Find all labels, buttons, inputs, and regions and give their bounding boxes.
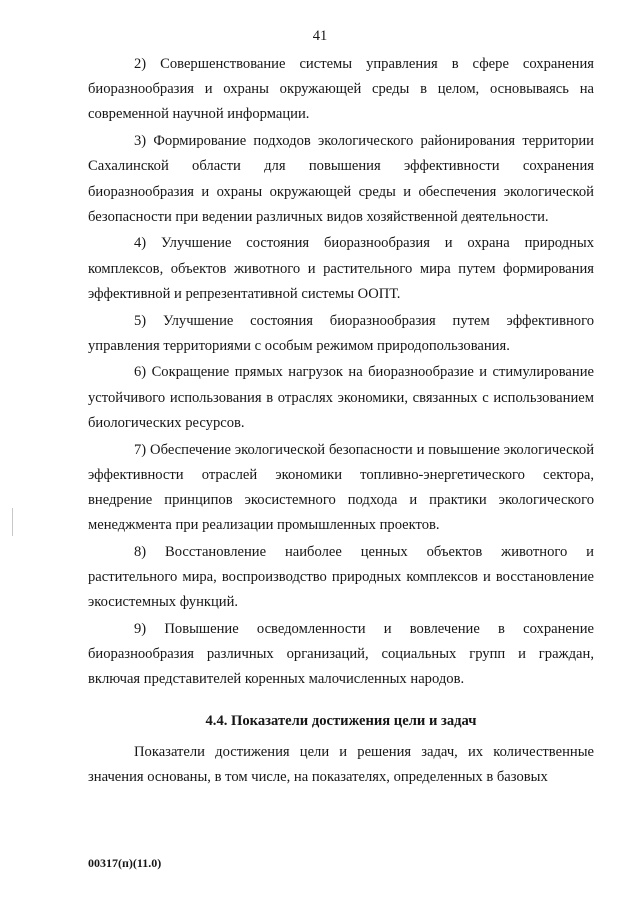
document-body — [88, 52, 594, 792]
paragraph-item-3: 3) Формирование подходов экологического районирования территории Сахалинской области для повышения эффективности сохранения биоразнообразия и охраны окружающей среды и обеспечения экологической безопасности при ведении различных видов хозяйственной деятельности. — [88, 133, 594, 225]
document-code: 00317(п)(11.0) — [88, 856, 162, 870]
paragraph-item-8: 8) Восстановление наиболее ценных объектов животного и растительного мира, воспроизводство природных комплексов и восстановление экосистемных функций. — [88, 543, 594, 611]
scan-margin-mark — [12, 508, 13, 536]
paragraph-item-2: 2) Совершенствование системы управления в сфере сохранения биоразнообразия и охраны окружающей среды в целом, основываясь на современной научной информации. — [88, 56, 594, 123]
paragraph-item-4: 4) Улучшение состояния биоразнообразия и охрана природных комплексов, объектов животного и растительного мира путем формирования эффективной и репрезентативной системы ООПТ. — [88, 235, 594, 302]
paragraph-item-7: 7) Обеспечение экологической безопасности и повышение экологической эффективности отраслей экономики топливно-энергетического сектора, внедрение принципов экосистемного подхода и практики экологического менеджмента при реализации промышленных проектов. — [88, 441, 594, 534]
section-intro-paragraph: Показатели достижения цели и решения задач, их количественные значения основаны, в том числе, на показателях, определенных в базовых — [88, 743, 594, 785]
paragraph-item-5: 5) Улучшение состояния биоразнообразия путем эффективного управления территориями с особым режимом природопользования. — [88, 312, 594, 354]
paragraph-item-6: 6) Сокращение прямых нагрузок на биоразнообразие и стимулирование устойчивого использования в отраслях экономики, связанных с использованием биологических ресурсов. — [88, 364, 594, 431]
paragraph-item-9: 9) Повышение осведомленности и вовлечение в сохранение биоразнообразия различных организаций, социальных групп и граждан, включая представителей коренных малочисленных народов. — [88, 620, 594, 688]
section-heading: 4.4. Показатели достижения цели и задач — [205, 712, 477, 729]
page-number: 41 — [312, 28, 328, 44]
